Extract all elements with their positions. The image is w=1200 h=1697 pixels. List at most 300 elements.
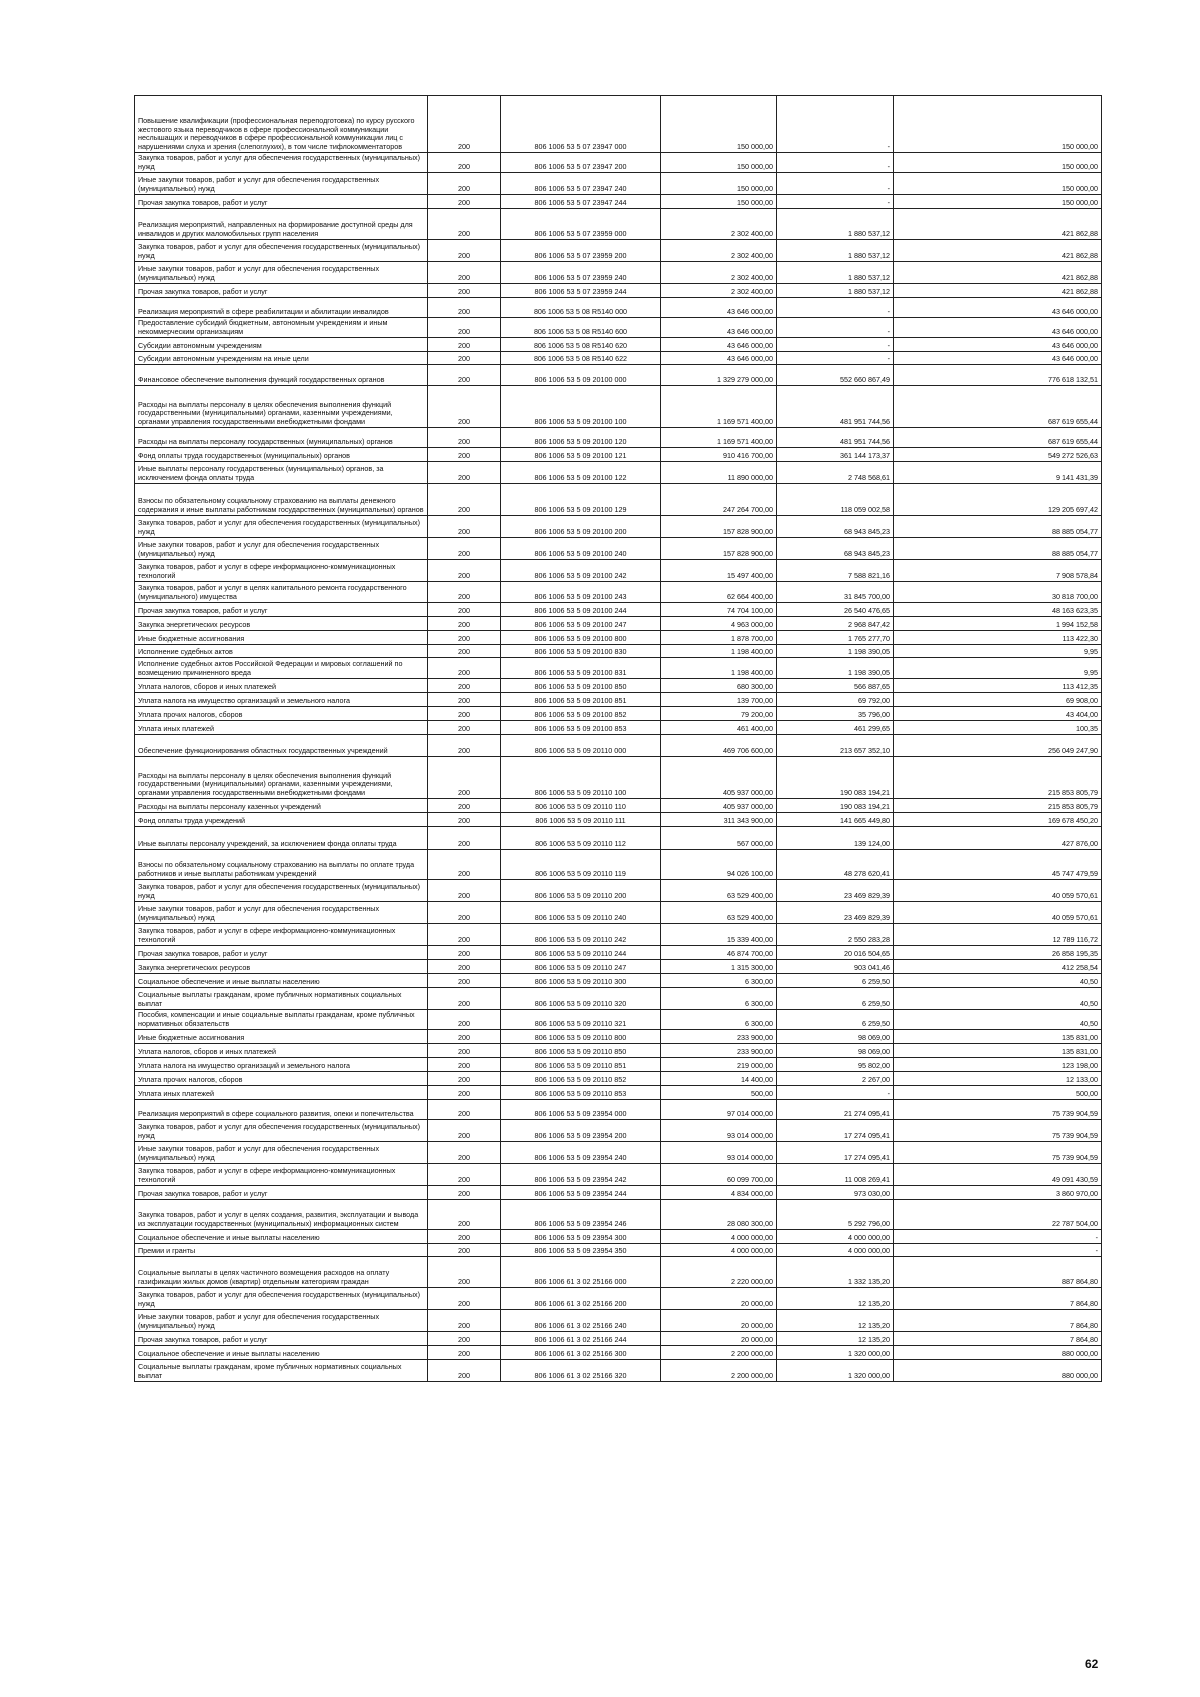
row-kbk: 806 1006 53 5 07 23947 240 xyxy=(501,173,661,195)
row-approved-amount: 20 000,00 xyxy=(661,1310,777,1332)
budget-execution-table xyxy=(134,95,1102,1382)
row-remaining-amount: 69 908,00 xyxy=(894,693,1102,707)
row-code: 200 xyxy=(428,757,501,799)
table-row xyxy=(135,173,1102,195)
row-kbk: 806 1006 53 5 09 20100 243 xyxy=(501,582,661,603)
row-kbk: 806 1006 53 5 09 20110 240 xyxy=(501,902,661,924)
row-code: 200 xyxy=(428,195,501,209)
row-code: 200 xyxy=(428,1244,501,1257)
row-name: Иные закупки товаров, работ и услуг для обеспечения государственных (муниципальных) нужд xyxy=(135,1310,428,1332)
row-code: 200 xyxy=(428,1230,501,1244)
table-row xyxy=(135,96,1102,153)
row-remaining-amount: 12 133,00 xyxy=(894,1072,1102,1086)
row-code: 200 xyxy=(428,1010,501,1030)
row-approved-amount: 6 300,00 xyxy=(661,974,777,988)
row-executed-amount: 68 943 845,23 xyxy=(777,538,894,560)
table-row xyxy=(135,560,1102,582)
row-approved-amount: 14 400,00 xyxy=(661,1072,777,1086)
table-row xyxy=(135,721,1102,735)
row-kbk: 806 1006 53 5 09 23954 242 xyxy=(501,1164,661,1186)
row-executed-amount: 5 292 796,00 xyxy=(777,1200,894,1230)
row-approved-amount: 74 704 100,00 xyxy=(661,603,777,617)
row-approved-amount: 2 200 000,00 xyxy=(661,1346,777,1360)
row-approved-amount: 20 000,00 xyxy=(661,1288,777,1310)
row-executed-amount: 26 540 476,65 xyxy=(777,603,894,617)
row-approved-amount: 46 874 700,00 xyxy=(661,946,777,960)
row-name: Закупка энергетических ресурсов xyxy=(135,617,428,631)
row-approved-amount: 93 014 000,00 xyxy=(661,1142,777,1164)
row-kbk: 806 1006 53 5 08 R5140 620 xyxy=(501,338,661,352)
row-name: Иные выплаты персоналу учреждений, за исключением фонда оплаты труда xyxy=(135,827,428,850)
row-kbk: 806 1006 53 5 09 20100 831 xyxy=(501,658,661,679)
row-name: Иные закупки товаров, работ и услуг для обеспечения государственных (муниципальных) нужд xyxy=(135,902,428,924)
row-approved-amount: 6 300,00 xyxy=(661,988,777,1010)
row-code: 200 xyxy=(428,1346,501,1360)
row-kbk: 806 1006 53 5 09 20100 244 xyxy=(501,603,661,617)
table-row xyxy=(135,1164,1102,1186)
row-approved-amount: 1 169 571 400,00 xyxy=(661,386,777,428)
table-row xyxy=(135,799,1102,813)
row-name: Прочая закупка товаров, работ и услуг xyxy=(135,1332,428,1346)
table-row xyxy=(135,1142,1102,1164)
row-approved-amount: 150 000,00 xyxy=(661,153,777,173)
row-remaining-amount: 687 619 655,44 xyxy=(894,428,1102,448)
row-remaining-amount: 7 864,80 xyxy=(894,1288,1102,1310)
row-kbk: 806 1006 53 5 09 20110 247 xyxy=(501,960,661,974)
row-remaining-amount: 500,00 xyxy=(894,1086,1102,1100)
row-executed-amount: 118 059 002,58 xyxy=(777,484,894,516)
row-executed-amount: 23 469 829,39 xyxy=(777,880,894,902)
table-row xyxy=(135,365,1102,386)
table-row xyxy=(135,1332,1102,1346)
row-name: Реализация мероприятий, направленных на формирование доступной среды для инвалидов и других маломобильных групп населения xyxy=(135,209,428,240)
row-remaining-amount: 113 422,30 xyxy=(894,631,1102,645)
table-row xyxy=(135,679,1102,693)
row-code: 200 xyxy=(428,693,501,707)
row-name: Иные закупки товаров, работ и услуг для обеспечения государственных (муниципальных) нужд xyxy=(135,173,428,195)
row-approved-amount: 43 646 000,00 xyxy=(661,298,777,318)
row-kbk: 806 1006 53 5 09 20100 830 xyxy=(501,645,661,658)
row-code: 200 xyxy=(428,735,501,757)
row-kbk: 806 1006 53 5 08 R5140 000 xyxy=(501,298,661,318)
table-row xyxy=(135,813,1102,827)
row-executed-amount: 6 259,50 xyxy=(777,1010,894,1030)
row-remaining-amount: 135 831,00 xyxy=(894,1030,1102,1044)
table-body xyxy=(135,96,1102,1382)
row-name: Финансовое обеспечение выполнения функций государственных органов xyxy=(135,365,428,386)
row-kbk: 806 1006 53 5 09 20110 111 xyxy=(501,813,661,827)
row-remaining-amount: 3 860 970,00 xyxy=(894,1186,1102,1200)
row-approved-amount: 1 878 700,00 xyxy=(661,631,777,645)
row-name: Взносы по обязательному социальному страхованию на выплаты по оплате труда работников и иные выплаты работникам учреждений xyxy=(135,850,428,880)
row-name: Прочая закупка товаров, работ и услуг xyxy=(135,284,428,298)
row-name: Иные закупки товаров, работ и услуг для обеспечения государственных (муниципальных) нужд xyxy=(135,1142,428,1164)
row-kbk: 806 1006 53 5 09 20110 850 xyxy=(501,1044,661,1058)
row-code: 200 xyxy=(428,902,501,924)
row-approved-amount: 1 315 300,00 xyxy=(661,960,777,974)
row-name: Социальные выплаты в целях частичного возмещения расходов на оплату газификации жилых домов (квартир) отдельным категориям граждан xyxy=(135,1257,428,1288)
row-executed-amount: 6 259,50 xyxy=(777,988,894,1010)
table-row xyxy=(135,1230,1102,1244)
row-code: 200 xyxy=(428,538,501,560)
table-row xyxy=(135,603,1102,617)
row-kbk: 806 1006 53 5 09 23954 244 xyxy=(501,1186,661,1200)
row-kbk: 806 1006 53 5 09 20100 800 xyxy=(501,631,661,645)
row-approved-amount: 43 646 000,00 xyxy=(661,338,777,352)
table-row xyxy=(135,1200,1102,1230)
row-code: 200 xyxy=(428,365,501,386)
row-code: 200 xyxy=(428,924,501,946)
row-executed-amount: 361 144 173,37 xyxy=(777,448,894,462)
row-code: 200 xyxy=(428,1100,501,1120)
row-remaining-amount: 75 739 904,59 xyxy=(894,1100,1102,1120)
row-remaining-amount: 40,50 xyxy=(894,974,1102,988)
row-approved-amount: 500,00 xyxy=(661,1086,777,1100)
row-executed-amount: - xyxy=(777,298,894,318)
row-name: Социальные выплаты гражданам, кроме публичных нормативных социальных выплат xyxy=(135,988,428,1010)
row-remaining-amount: 43 646 000,00 xyxy=(894,352,1102,365)
row-executed-amount: 1 765 277,70 xyxy=(777,631,894,645)
row-remaining-amount: 43 646 000,00 xyxy=(894,298,1102,318)
row-executed-amount: 20 016 504,65 xyxy=(777,946,894,960)
row-name: Расходы на выплаты персоналу казенных учреждений xyxy=(135,799,428,813)
table-row xyxy=(135,946,1102,960)
row-executed-amount: 6 259,50 xyxy=(777,974,894,988)
row-executed-amount: 190 083 194,21 xyxy=(777,757,894,799)
table-row xyxy=(135,988,1102,1010)
row-name: Социальное обеспечение и иные выплаты населению xyxy=(135,1230,428,1244)
row-code: 200 xyxy=(428,1257,501,1288)
row-code: 200 xyxy=(428,617,501,631)
row-remaining-amount: 100,35 xyxy=(894,721,1102,735)
row-executed-amount: - xyxy=(777,153,894,173)
table-row xyxy=(135,645,1102,658)
row-code: 200 xyxy=(428,1200,501,1230)
row-kbk: 806 1006 53 5 09 23954 200 xyxy=(501,1120,661,1142)
page-number: 62 xyxy=(1085,1657,1099,1671)
row-code: 200 xyxy=(428,1164,501,1186)
row-kbk: 806 1006 53 5 09 20100 850 xyxy=(501,679,661,693)
row-kbk: 806 1006 53 5 09 20110 200 xyxy=(501,880,661,902)
row-kbk: 806 1006 53 5 09 20110 853 xyxy=(501,1086,661,1100)
row-code: 200 xyxy=(428,448,501,462)
row-kbk: 806 1006 61 3 02 25166 300 xyxy=(501,1346,661,1360)
row-code: 200 xyxy=(428,462,501,484)
row-remaining-amount: 412 258,54 xyxy=(894,960,1102,974)
row-remaining-amount: 880 000,00 xyxy=(894,1346,1102,1360)
row-name: Прочая закупка товаров, работ и услуг xyxy=(135,603,428,617)
row-executed-amount: 903 041,46 xyxy=(777,960,894,974)
row-remaining-amount: 40 059 570,61 xyxy=(894,880,1102,902)
row-code: 200 xyxy=(428,946,501,960)
row-executed-amount: 98 069,00 xyxy=(777,1030,894,1044)
row-executed-amount: 481 951 744,56 xyxy=(777,386,894,428)
table-row xyxy=(135,902,1102,924)
row-kbk: 806 1006 53 5 09 23954 000 xyxy=(501,1100,661,1120)
table-row xyxy=(135,1120,1102,1142)
row-approved-amount: 63 529 400,00 xyxy=(661,880,777,902)
table-row xyxy=(135,298,1102,318)
row-kbk: 806 1006 53 5 07 23947 200 xyxy=(501,153,661,173)
row-remaining-amount: 9,95 xyxy=(894,645,1102,658)
table-row xyxy=(135,284,1102,298)
row-executed-amount: 552 660 867,49 xyxy=(777,365,894,386)
row-remaining-amount: 40,50 xyxy=(894,988,1102,1010)
row-code: 200 xyxy=(428,960,501,974)
row-approved-amount: 2 302 400,00 xyxy=(661,284,777,298)
row-name: Субсидии автономным учреждениям xyxy=(135,338,428,352)
row-executed-amount: - xyxy=(777,96,894,153)
row-name: Обеспечение функционирования областных государственных учреждений xyxy=(135,735,428,757)
row-remaining-amount: 1 994 152,58 xyxy=(894,617,1102,631)
row-kbk: 806 1006 53 5 07 23959 000 xyxy=(501,209,661,240)
row-kbk: 806 1006 53 5 09 20100 122 xyxy=(501,462,661,484)
row-approved-amount: 233 900,00 xyxy=(661,1044,777,1058)
row-code: 200 xyxy=(428,318,501,338)
row-remaining-amount: 7 864,80 xyxy=(894,1332,1102,1346)
row-approved-amount: 150 000,00 xyxy=(661,195,777,209)
row-name: Уплата прочих налогов, сборов xyxy=(135,707,428,721)
row-name: Реализация мероприятий в сфере реабилитации и абилитации инвалидов xyxy=(135,298,428,318)
row-code: 200 xyxy=(428,1288,501,1310)
row-name: Закупка товаров, работ и услуг для обеспечения государственных (муниципальных) нужд xyxy=(135,240,428,262)
row-remaining-amount: 43 646 000,00 xyxy=(894,318,1102,338)
row-name: Социальное обеспечение и иные выплаты населению xyxy=(135,974,428,988)
row-code: 200 xyxy=(428,799,501,813)
row-name: Иные бюджетные ассигнования xyxy=(135,1030,428,1044)
table-row xyxy=(135,1186,1102,1200)
row-approved-amount: 1 198 400,00 xyxy=(661,645,777,658)
row-approved-amount: 311 343 900,00 xyxy=(661,813,777,827)
row-remaining-amount: 75 739 904,59 xyxy=(894,1120,1102,1142)
row-remaining-amount: 135 831,00 xyxy=(894,1044,1102,1058)
table-row xyxy=(135,262,1102,284)
table-row xyxy=(135,1288,1102,1310)
row-name: Иные закупки товаров, работ и услуг для обеспечения государственных (муниципальных) нужд xyxy=(135,538,428,560)
row-remaining-amount: 887 864,80 xyxy=(894,1257,1102,1288)
row-code: 200 xyxy=(428,988,501,1010)
row-name: Расходы на выплаты персоналу в целях обеспечения выполнения функций государственными (муниципальными) органами, казенными учреждениями, органами управления государственными внебюджетными фондами xyxy=(135,386,428,428)
row-remaining-amount: 150 000,00 xyxy=(894,195,1102,209)
row-code: 200 xyxy=(428,1030,501,1044)
row-approved-amount: 157 828 900,00 xyxy=(661,516,777,538)
row-approved-amount: 150 000,00 xyxy=(661,173,777,195)
row-kbk: 806 1006 53 5 09 20100 121 xyxy=(501,448,661,462)
row-remaining-amount: 40,50 xyxy=(894,1010,1102,1030)
row-code: 200 xyxy=(428,1120,501,1142)
row-remaining-amount: 169 678 450,20 xyxy=(894,813,1102,827)
row-code: 200 xyxy=(428,603,501,617)
row-remaining-amount: 150 000,00 xyxy=(894,153,1102,173)
row-executed-amount: 2 748 568,61 xyxy=(777,462,894,484)
row-name: Закупка товаров, работ и услуг в целях капитального ремонта государственного (муниципального) имущества xyxy=(135,582,428,603)
table-row xyxy=(135,924,1102,946)
row-approved-amount: 4 000 000,00 xyxy=(661,1244,777,1257)
row-executed-amount: 1 320 000,00 xyxy=(777,1360,894,1382)
row-code: 200 xyxy=(428,338,501,352)
row-kbk: 806 1006 53 5 09 20110 242 xyxy=(501,924,661,946)
row-kbk: 806 1006 53 5 09 20110 851 xyxy=(501,1058,661,1072)
row-remaining-amount: 256 049 247,90 xyxy=(894,735,1102,757)
row-executed-amount: 68 943 845,23 xyxy=(777,516,894,538)
row-executed-amount: 1 880 537,12 xyxy=(777,209,894,240)
row-kbk: 806 1006 53 5 09 20100 129 xyxy=(501,484,661,516)
row-kbk: 806 1006 53 5 09 23954 246 xyxy=(501,1200,661,1230)
row-executed-amount: - xyxy=(777,318,894,338)
row-name: Закупка товаров, работ и услуг для обеспечения государственных (муниципальных) нужд xyxy=(135,880,428,902)
row-kbk: 806 1006 53 5 09 20100 247 xyxy=(501,617,661,631)
row-code: 200 xyxy=(428,631,501,645)
row-approved-amount: 79 200,00 xyxy=(661,707,777,721)
row-name: Закупка товаров, работ и услуг в сфере информационно-коммуникационных технологий xyxy=(135,560,428,582)
row-remaining-amount: 129 205 697,42 xyxy=(894,484,1102,516)
row-approved-amount: 139 700,00 xyxy=(661,693,777,707)
row-approved-amount: 2 220 000,00 xyxy=(661,1257,777,1288)
table-row xyxy=(135,352,1102,365)
row-kbk: 806 1006 53 5 09 20110 321 xyxy=(501,1010,661,1030)
row-approved-amount: 43 646 000,00 xyxy=(661,318,777,338)
row-name: Субсидии автономным учреждениям на иные цели xyxy=(135,352,428,365)
row-code: 200 xyxy=(428,173,501,195)
table-row xyxy=(135,1100,1102,1120)
row-approved-amount: 910 416 700,00 xyxy=(661,448,777,462)
row-code: 200 xyxy=(428,240,501,262)
row-kbk: 806 1006 53 5 09 20100 851 xyxy=(501,693,661,707)
row-remaining-amount: 880 000,00 xyxy=(894,1360,1102,1382)
row-approved-amount: 247 264 700,00 xyxy=(661,484,777,516)
row-kbk: 806 1006 53 5 07 23959 240 xyxy=(501,262,661,284)
row-remaining-amount: 215 853 805,79 xyxy=(894,799,1102,813)
row-executed-amount: 1 198 390,05 xyxy=(777,645,894,658)
row-name: Уплата иных платежей xyxy=(135,721,428,735)
row-approved-amount: 2 302 400,00 xyxy=(661,240,777,262)
row-name: Уплата прочих налогов, сборов xyxy=(135,1072,428,1086)
row-remaining-amount: 150 000,00 xyxy=(894,173,1102,195)
row-code: 200 xyxy=(428,484,501,516)
row-remaining-amount: 215 853 805,79 xyxy=(894,757,1102,799)
table-row xyxy=(135,338,1102,352)
row-code: 200 xyxy=(428,813,501,827)
row-code: 200 xyxy=(428,284,501,298)
row-name: Прочая закупка товаров, работ и услуг xyxy=(135,195,428,209)
row-kbk: 806 1006 53 5 09 20110 119 xyxy=(501,850,661,880)
row-kbk: 806 1006 53 5 09 20100 200 xyxy=(501,516,661,538)
row-approved-amount: 43 646 000,00 xyxy=(661,352,777,365)
row-kbk: 806 1006 53 5 08 R5140 600 xyxy=(501,318,661,338)
table-row xyxy=(135,1310,1102,1332)
row-name: Расходы на выплаты персоналу в целях обеспечения выполнения функций государственными (муниципальными) органами, казенными учреждениями, органами управления государственными внебюджетными фондами xyxy=(135,757,428,799)
row-approved-amount: 28 080 300,00 xyxy=(661,1200,777,1230)
row-executed-amount: 190 083 194,21 xyxy=(777,799,894,813)
row-remaining-amount: 45 747 479,59 xyxy=(894,850,1102,880)
row-remaining-amount: 7 908 578,84 xyxy=(894,560,1102,582)
row-executed-amount: 12 135,20 xyxy=(777,1288,894,1310)
table-row xyxy=(135,1058,1102,1072)
row-kbk: 806 1006 61 3 02 25166 200 xyxy=(501,1288,661,1310)
table-row xyxy=(135,757,1102,799)
row-executed-amount: 1 332 135,20 xyxy=(777,1257,894,1288)
table-row xyxy=(135,582,1102,603)
row-kbk: 806 1006 61 3 02 25166 244 xyxy=(501,1332,661,1346)
row-remaining-amount: 26 858 195,35 xyxy=(894,946,1102,960)
table-row xyxy=(135,195,1102,209)
row-kbk: 806 1006 53 5 09 20100 100 xyxy=(501,386,661,428)
row-remaining-amount: 30 818 700,00 xyxy=(894,582,1102,603)
row-code: 200 xyxy=(428,96,501,153)
row-executed-amount: - xyxy=(777,352,894,365)
row-executed-amount: - xyxy=(777,173,894,195)
row-approved-amount: 4 000 000,00 xyxy=(661,1230,777,1244)
row-remaining-amount: 150 000,00 xyxy=(894,96,1102,153)
row-executed-amount: 12 135,20 xyxy=(777,1310,894,1332)
row-approved-amount: 94 026 100,00 xyxy=(661,850,777,880)
row-remaining-amount: 549 272 526,63 xyxy=(894,448,1102,462)
row-kbk: 806 1006 53 5 09 20110 110 xyxy=(501,799,661,813)
table-row xyxy=(135,1044,1102,1058)
row-kbk: 806 1006 53 5 09 20100 852 xyxy=(501,707,661,721)
row-approved-amount: 233 900,00 xyxy=(661,1030,777,1044)
row-approved-amount: 150 000,00 xyxy=(661,96,777,153)
row-executed-amount: 11 008 269,41 xyxy=(777,1164,894,1186)
row-remaining-amount: 40 059 570,61 xyxy=(894,902,1102,924)
table-row xyxy=(135,658,1102,679)
row-kbk: 806 1006 53 5 09 20110 852 xyxy=(501,1072,661,1086)
table-row xyxy=(135,974,1102,988)
row-code: 200 xyxy=(428,880,501,902)
row-executed-amount: 139 124,00 xyxy=(777,827,894,850)
row-remaining-amount: 49 091 430,59 xyxy=(894,1164,1102,1186)
row-approved-amount: 15 497 400,00 xyxy=(661,560,777,582)
row-remaining-amount: 7 864,80 xyxy=(894,1310,1102,1332)
row-executed-amount: 35 796,00 xyxy=(777,707,894,721)
row-executed-amount: - xyxy=(777,338,894,352)
row-remaining-amount: - xyxy=(894,1230,1102,1244)
row-name: Социальные выплаты гражданам, кроме публичных нормативных социальных выплат xyxy=(135,1360,428,1382)
row-name: Закупка товаров, работ и услуг для обеспечения государственных (муниципальных) нужд xyxy=(135,153,428,173)
row-executed-amount: 31 845 700,00 xyxy=(777,582,894,603)
row-approved-amount: 405 937 000,00 xyxy=(661,757,777,799)
table-row xyxy=(135,516,1102,538)
row-executed-amount: 95 802,00 xyxy=(777,1058,894,1072)
table-row xyxy=(135,240,1102,262)
row-approved-amount: 405 937 000,00 xyxy=(661,799,777,813)
table-row xyxy=(135,153,1102,173)
row-remaining-amount: 421 862,88 xyxy=(894,262,1102,284)
row-code: 200 xyxy=(428,707,501,721)
row-executed-amount: 461 299,65 xyxy=(777,721,894,735)
row-kbk: 806 1006 53 5 09 20110 244 xyxy=(501,946,661,960)
row-executed-amount: 141 665 449,80 xyxy=(777,813,894,827)
row-approved-amount: 11 890 000,00 xyxy=(661,462,777,484)
row-kbk: 806 1006 61 3 02 25166 320 xyxy=(501,1360,661,1382)
row-executed-amount: 1 320 000,00 xyxy=(777,1346,894,1360)
row-remaining-amount: 43 404,00 xyxy=(894,707,1102,721)
row-approved-amount: 1 198 400,00 xyxy=(661,658,777,679)
row-name: Премии и гранты xyxy=(135,1244,428,1257)
row-executed-amount: 17 274 095,41 xyxy=(777,1142,894,1164)
row-kbk: 806 1006 53 5 09 23954 300 xyxy=(501,1230,661,1244)
row-executed-amount: 98 069,00 xyxy=(777,1044,894,1058)
row-approved-amount: 157 828 900,00 xyxy=(661,538,777,560)
row-name: Пособия, компенсации и иные социальные выплаты гражданам, кроме публичных нормативных обязательств xyxy=(135,1010,428,1030)
row-remaining-amount: 9 141 431,39 xyxy=(894,462,1102,484)
row-name: Уплата налога на имущество организаций и земельного налога xyxy=(135,1058,428,1072)
row-name: Исполнение судебных актов xyxy=(135,645,428,658)
row-executed-amount: 566 887,65 xyxy=(777,679,894,693)
table-row xyxy=(135,1072,1102,1086)
row-code: 200 xyxy=(428,679,501,693)
row-name: Уплата налогов, сборов и иных платежей xyxy=(135,679,428,693)
